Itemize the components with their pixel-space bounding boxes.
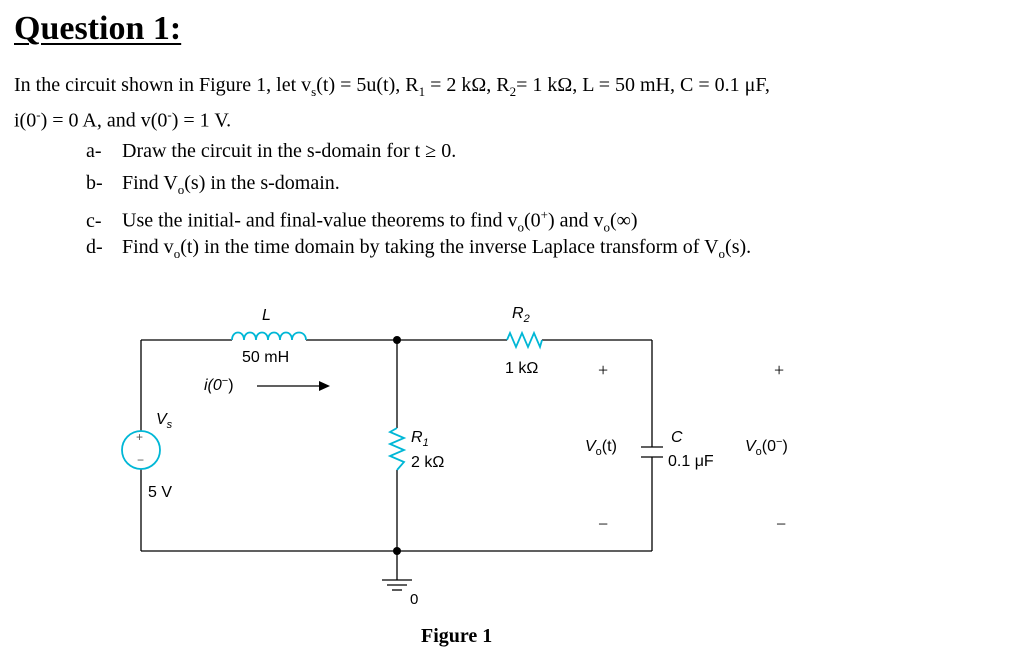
resistor-r1-value: 2 kΩ bbox=[411, 454, 445, 471]
source-value: 5 V bbox=[148, 484, 173, 501]
resistor-r2-name: $R_2$ bbox=[512, 305, 530, 325]
initial-voltage-minus-sign: − bbox=[776, 514, 787, 534]
text-segment: Use the initial- and final-value theorems to find v bbox=[122, 209, 518, 232]
text-segment: (t) in the time domain by taking the inverse Laplace transform of V bbox=[180, 236, 719, 258]
item-marker: d- bbox=[86, 236, 103, 258]
text-segment: (s). bbox=[725, 236, 752, 258]
text-segment: i(0 bbox=[14, 109, 37, 132]
initial-voltage-plus-sign: + bbox=[774, 360, 785, 380]
text-segment: ) = 0 A, and v(0 bbox=[40, 109, 168, 132]
inductor-coil bbox=[232, 333, 306, 341]
text-segment: = 2 kΩ, R bbox=[425, 74, 510, 96]
capacitor-plates bbox=[641, 447, 663, 457]
subscript: o bbox=[718, 246, 726, 261]
superscript: + bbox=[540, 207, 548, 222]
capacitor-value: 0.1 μF bbox=[668, 453, 714, 470]
subscript: o bbox=[517, 219, 524, 235]
text-segment: (t) = 5u(t), R bbox=[316, 74, 419, 96]
initial-current-label: i(0−) bbox=[204, 375, 234, 394]
initial-voltage-label: $V_o(0^-)$ bbox=[745, 436, 788, 458]
text-segment: Draw the circuit in the s-domain for t ≥ 0. bbox=[122, 140, 457, 162]
capacitor-name: C bbox=[671, 429, 683, 446]
current-arrow bbox=[257, 381, 330, 391]
node-dot-top bbox=[393, 336, 401, 344]
resistor-r2-zigzag bbox=[507, 333, 542, 347]
subscript: 1 bbox=[418, 84, 426, 99]
circuit-wires bbox=[141, 340, 652, 580]
subscript: s bbox=[311, 84, 317, 99]
figure-caption: Figure 1 bbox=[421, 625, 493, 647]
superscript: - bbox=[167, 107, 172, 122]
item-marker: a- bbox=[86, 140, 102, 162]
text-segment: = 1 kΩ, L = 50 mH, C = 0.1 μF, bbox=[516, 74, 770, 96]
text-segment: ) and v bbox=[547, 209, 604, 232]
question-title: Question 1: bbox=[14, 10, 182, 47]
text-segment: Find V bbox=[122, 172, 178, 194]
subscript: o bbox=[603, 219, 611, 235]
resistor-r1-name: $R_1$ bbox=[411, 429, 429, 449]
subscript: o bbox=[173, 246, 181, 261]
text-segment: (s) in the s-domain. bbox=[184, 172, 340, 194]
output-minus-sign: − bbox=[598, 514, 609, 534]
text-segment: In the circuit shown in Figure 1, let v bbox=[14, 74, 312, 96]
ground-icon bbox=[382, 580, 412, 590]
output-voltage-label: $V_o(t)$ bbox=[585, 438, 617, 458]
text-segment: (0 bbox=[523, 209, 541, 232]
resistor-r1-zigzag bbox=[390, 428, 404, 470]
text-segment: ) = 1 V. bbox=[171, 109, 232, 132]
item-marker: c- bbox=[86, 209, 102, 232]
resistor-r2-value: 1 kΩ bbox=[505, 360, 539, 377]
inductor-name: L bbox=[262, 307, 271, 324]
source-minus-sign: − bbox=[137, 453, 145, 467]
text-segment: (∞) bbox=[610, 209, 638, 232]
output-plus-sign: + bbox=[598, 360, 609, 380]
item-marker: b- bbox=[86, 172, 103, 194]
text-segment: Find v bbox=[122, 236, 174, 258]
superscript: - bbox=[36, 107, 41, 122]
ground-label: 0 bbox=[410, 591, 419, 608]
subscript: o bbox=[177, 182, 185, 197]
subscript: 2 bbox=[509, 84, 517, 99]
source-name: $V_s$ bbox=[156, 411, 173, 431]
source-plus-sign: + bbox=[136, 430, 144, 444]
node-dot-bottom bbox=[393, 547, 401, 555]
inductor-value: 50 mH bbox=[242, 349, 290, 366]
